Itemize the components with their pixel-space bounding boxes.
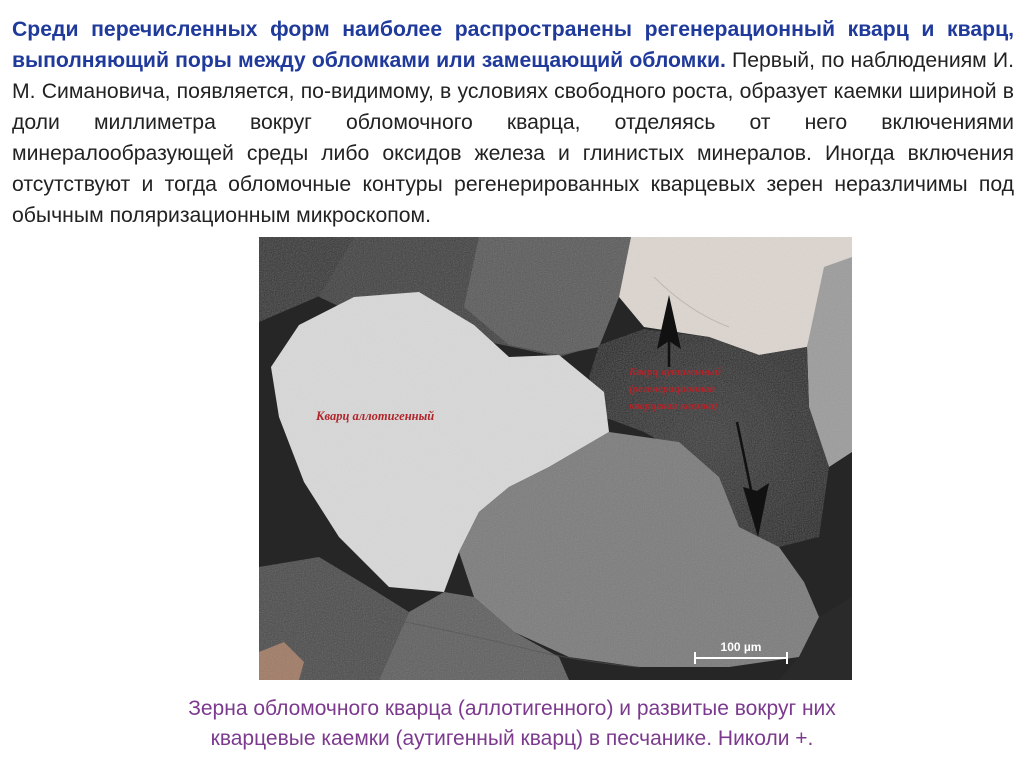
micrograph-image — [259, 237, 852, 680]
label-authigenic-3: кварцевая каемка) — [629, 400, 718, 412]
figure-caption — [130, 694, 894, 754]
paragraph-lead: Среди перечисленных форм наиболее распространены регенерационный кварц и кварц, выполняющий поры между обломками или замещающий обломки. — [12, 18, 1014, 72]
paragraph-body: Первый, по наблюдениям И. М. Симановича, появляется, по-видимому, в условиях свободного роста, образует каемки шириной в доли миллиметра вокруг обломочного кварца, отделяясь от него включениями минералообразующей среды либо оксидов железа и глинистых минералов. Иногда включения отсутствуют и тогда обломочные контуры регенерированных кварцевых зерен неразличимы под обычным поляризационным микроскопом. — [12, 49, 1014, 227]
label-authigenic-1: Кварц аутигенный — [629, 366, 721, 378]
thin-section-micrograph — [259, 237, 852, 680]
scale-bar-label: 100 µm — [720, 640, 762, 654]
label-allothigenic: Кварц аллотигенный — [316, 409, 435, 423]
caption-line-2: кварцевые каемки (аутигенный кварц) в песчанике. Николи +. — [210, 727, 814, 750]
description-paragraph — [12, 14, 1014, 231]
label-authigenic-2: (регенерационная — [629, 383, 716, 395]
caption-line-1: Зерна обломочного кварца (аллотигенного) и развитые вокруг них — [188, 697, 836, 720]
